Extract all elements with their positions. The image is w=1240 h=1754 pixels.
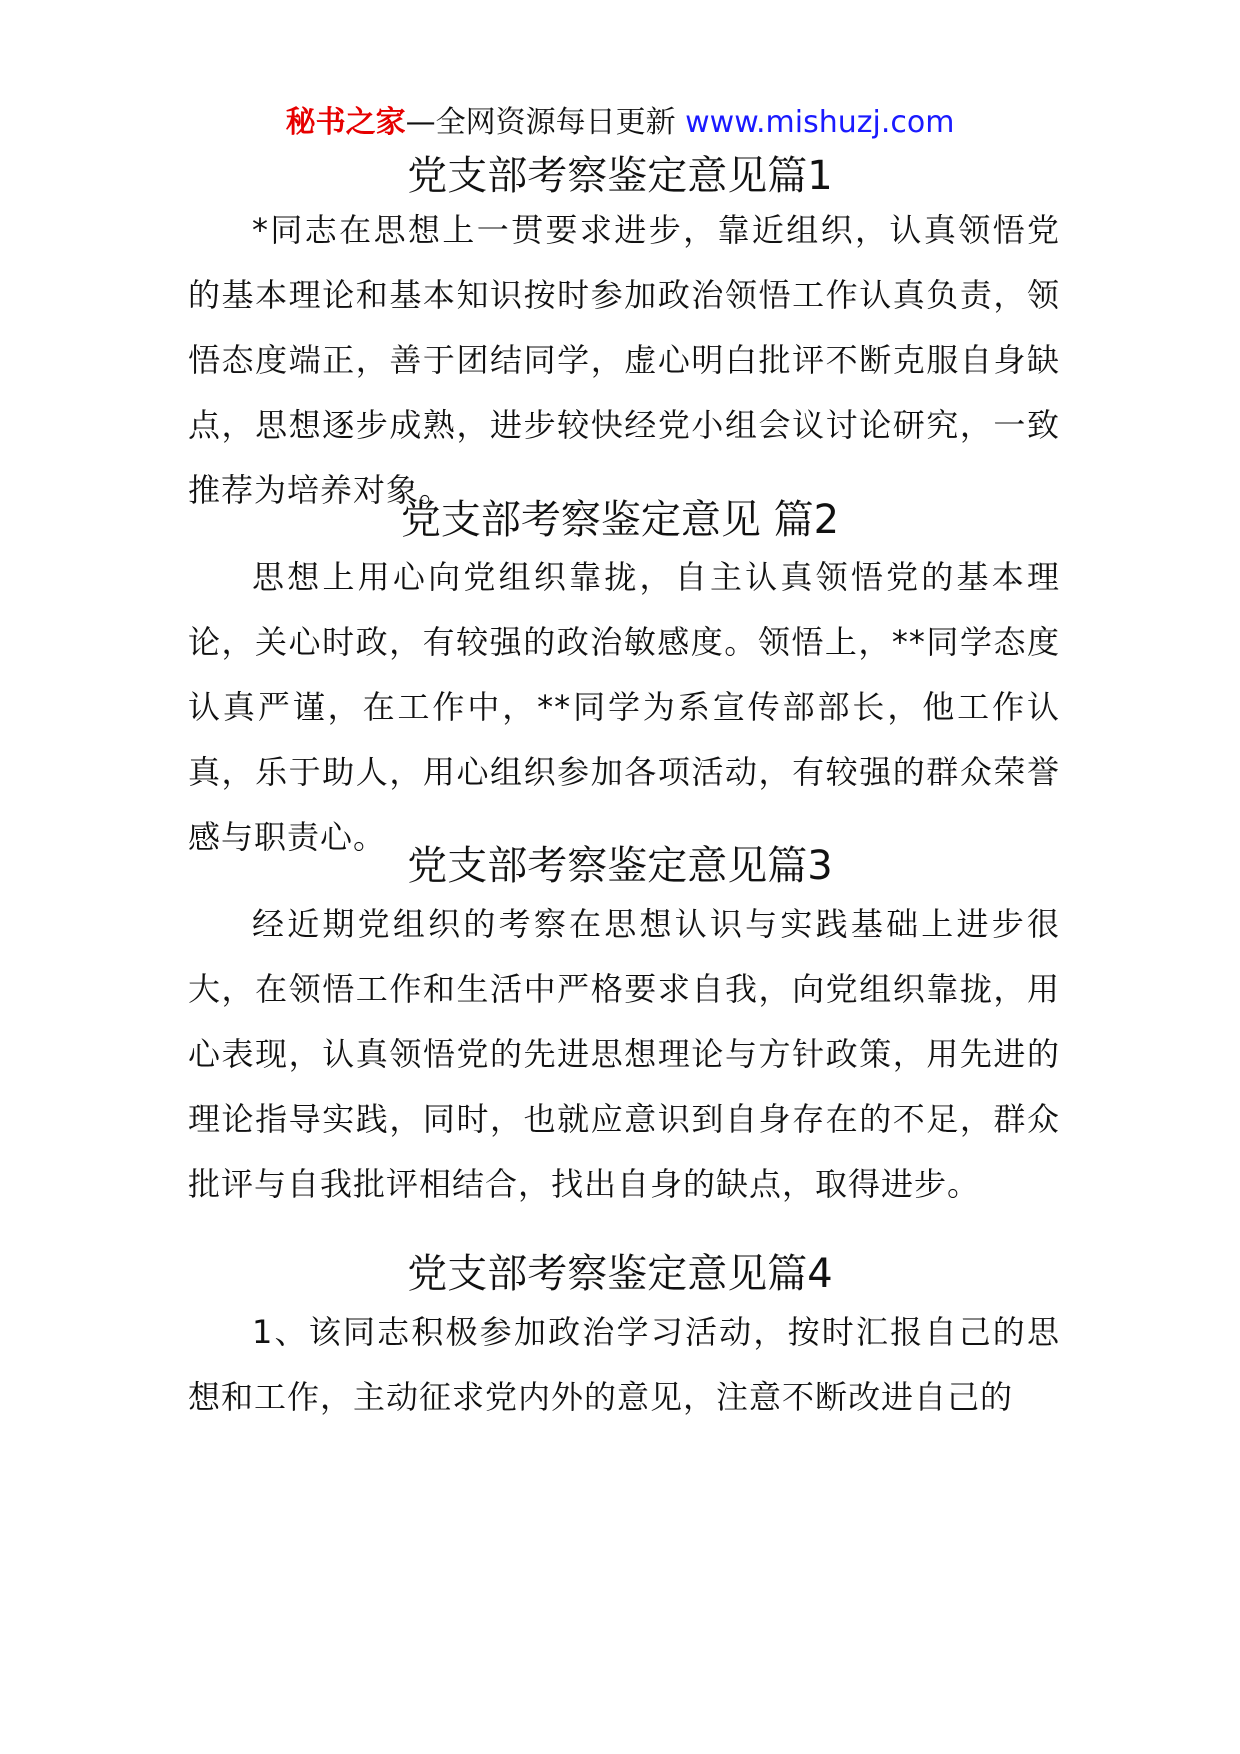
section-title-3: 党支部考察鉴定意见篇3 [407,843,833,889]
section-body-3: 经近期党组织的考察在思想认识与实践基础上进步很大，在领悟工作和生活中严格要求自我，向党组织靠拢，用心表现，认真领悟党的先进思想理论与方针政策，用先进的理论指导实践，同时，也就应意识到自身存在的不足，群众批评与自我批评相结合，找出自身的缺点，取得进步。 [188,905,1060,1203]
section-body-2: 思想上用心向党组织靠拢，自主认真领悟党的基本理论，关心时政，有较强的政治敏感度。领悟上，**同学态度认真严谨，在工作中，**同学为系宣传部部长，他工作认真，乐于助人，用心组织参加各项活动，有较强的群众荣誉感与职责心。 [188,558,1060,856]
site-header [0,103,1240,143]
section-title-4: 党支部考察鉴定意见篇4 [407,1251,833,1297]
header-tagline: —全网资源每日更新 [405,105,686,140]
section-title-1: 党支部考察鉴定意见篇1 [407,153,833,199]
section-title-2: 党支部考察鉴定意见 篇2 [400,497,840,543]
site-url-link[interactable]: www.mishuzj.com [685,105,955,140]
brand-name: 秘书之家 [285,105,406,140]
section-body-4: 1、该同志积极参加政治学习活动，按时汇报自己的思想和工作，主动征求党内外的意见，注意不断改进自己的 [188,1313,1060,1416]
section-body-1: *同志在思想上一贯要求进步，靠近组织，认真领悟党的基本理论和基本知识按时参加政治领悟工作认真负责，领悟态度端正，善于团结同学，虚心明白批评不断克服自身缺点，思想逐步成熟，进步较快经党小组会议讨论研究，一致推荐为培养对象。 [188,211,1060,509]
